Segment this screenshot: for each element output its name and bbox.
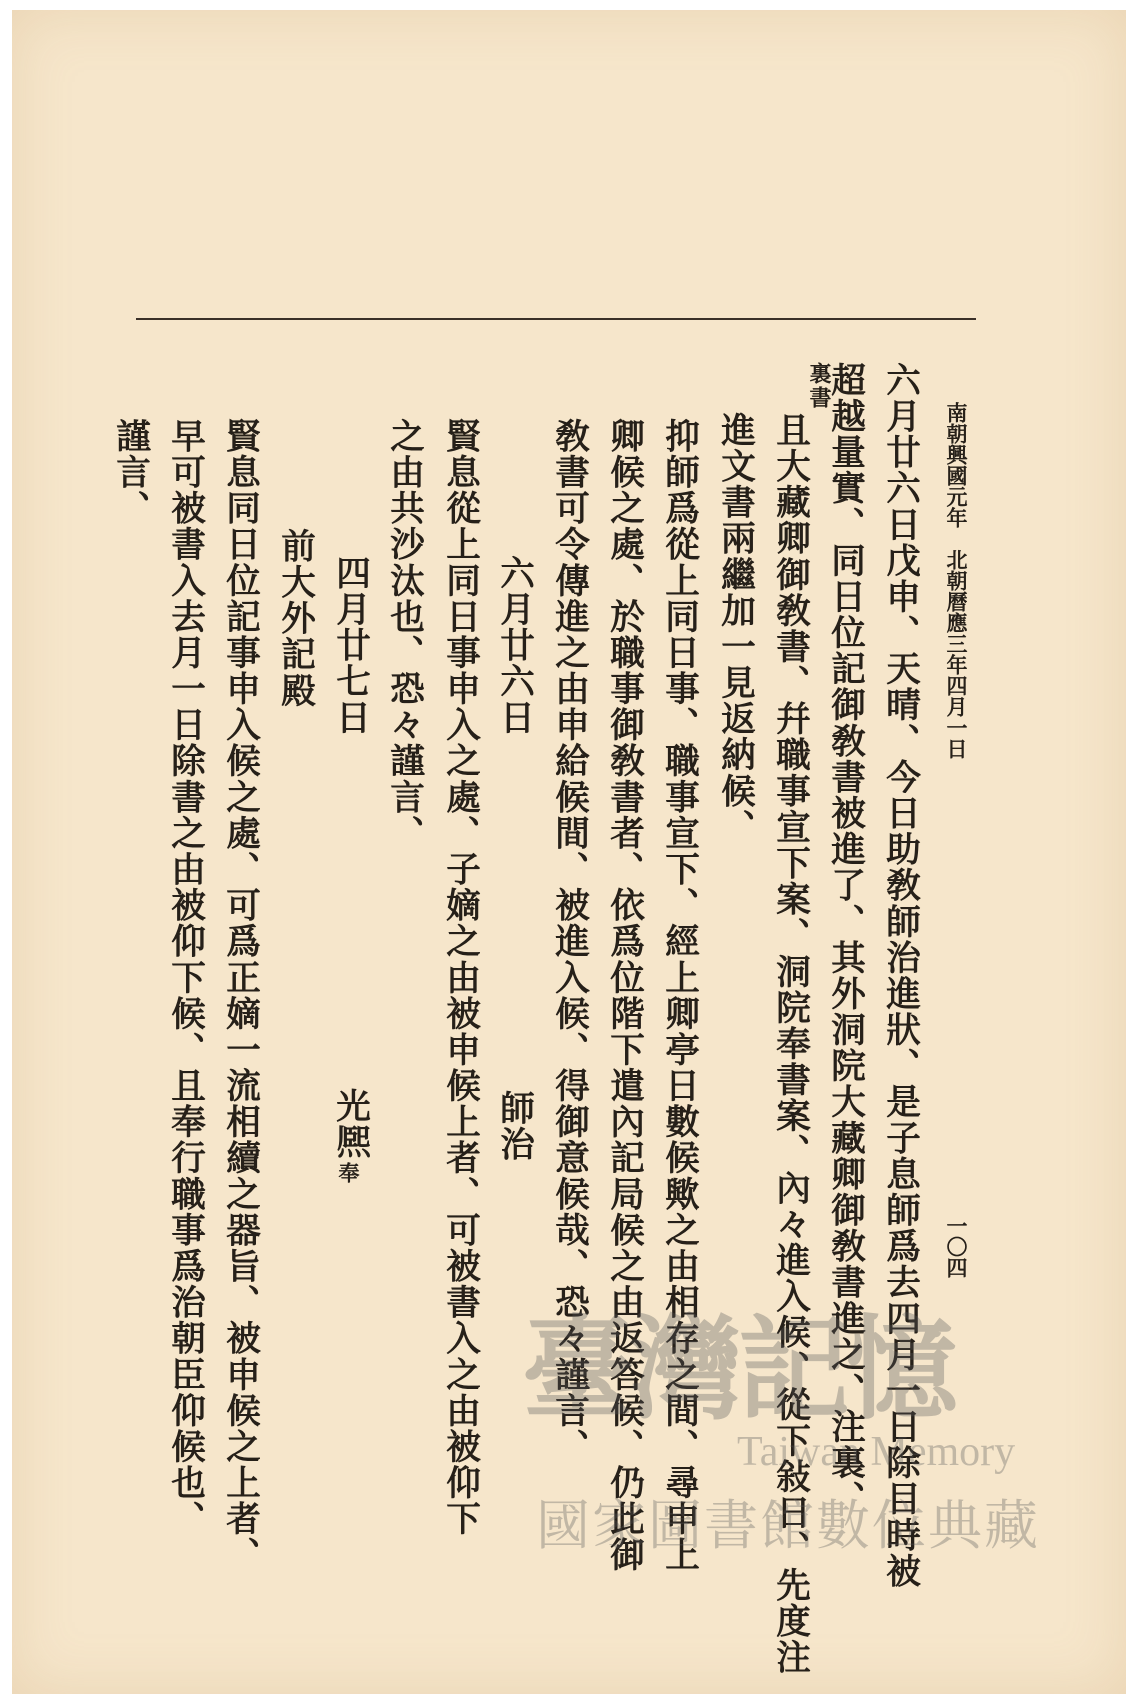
- text-column: 賢息同日位記事申入候之處、可爲正嫡一流相續之器旨、被申候之上者、: [219, 418, 260, 1573]
- text-column: 卿候之處、於職事御敎書者、依爲位階下遣內記局候之由返答候、仍此御: [603, 418, 644, 1573]
- header-rule: [136, 318, 976, 320]
- watermark-logo: [522, 1280, 1082, 1557]
- watermark-english-text: Taiwan Memory: [737, 1429, 1016, 1475]
- text-column: 且大藏卿御敎書、幷職事宣下案、洞院奉書案、內々進入候、從下敍日、先度注: [769, 412, 810, 1676]
- signature-name: 師治: [493, 1090, 534, 1163]
- date-line: 六月廿六日: [493, 555, 534, 736]
- watermark-main-text: 臺灣記憶: [522, 1304, 954, 1435]
- text-column: 早可被書入去月一日除書之由被仰下候、且奉行職事爲治朝臣仰候也、: [164, 418, 205, 1537]
- watermark-sub-text: 國家圖書館數位典藏: [536, 1494, 1040, 1557]
- signature-suffix: 奉: [336, 1162, 361, 1183]
- text-column: 之由共沙汰也、恐々謹言、: [383, 418, 424, 852]
- date-line: 四月廿七日: [329, 555, 370, 736]
- text-column: 超越量實、同日位記御敎書被進了、其外洞院大藏卿御敎書進之、注裏、: [824, 362, 865, 1517]
- text-column: 六月廿六日戊申、天晴、今日助敎師治進狀、是子息師爲去四月一日除目時被: [879, 362, 920, 1590]
- addressee: 前大外記殿: [274, 528, 315, 709]
- text-column: 進文書兩繼加一見返納候、: [714, 412, 755, 846]
- running-header: 南朝興國元年 北朝曆應三年四月一日: [944, 402, 969, 759]
- page-number: 一〇四: [944, 1215, 969, 1278]
- signature-name: 光熈: [329, 1088, 370, 1161]
- document-page: [12, 10, 1126, 1694]
- text-column: 抑師爲從上同日事、職事宣下、經上卿亭日數候歟之由相存之間、尋申上: [658, 418, 699, 1573]
- text-column: 謹言、: [109, 418, 150, 527]
- text-column: 賢息從上同日事申入之處、子嫡之由被申候上者、可被書入之由被仰下: [439, 418, 480, 1537]
- margin-note: 裏書: [806, 362, 832, 410]
- text-column: 敎書可令傳進之由申給候間、被進入候、得御意候哉、恐々謹言、: [548, 418, 589, 1465]
